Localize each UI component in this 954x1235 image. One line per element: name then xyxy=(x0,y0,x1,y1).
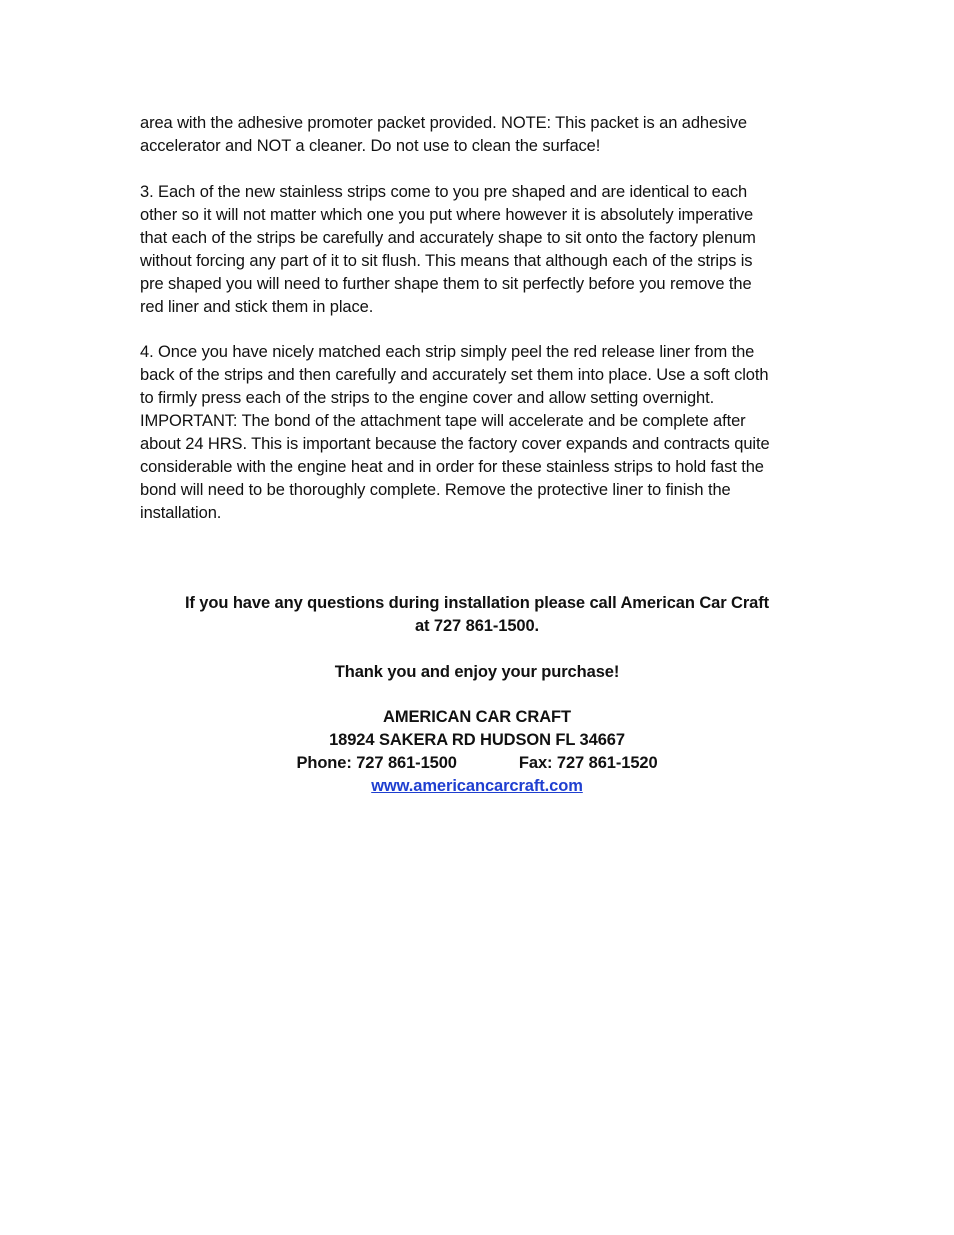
thank-you-text: Thank you and enjoy your purchase! xyxy=(334,663,620,681)
text-line: area with the adhesive promoter packet provided. NOTE: This packet is an adhesive xyxy=(140,114,748,132)
company-contact-block xyxy=(0,706,954,798)
questions-phone-line: at 727 861-1500. xyxy=(414,617,540,635)
text-line: 4. Once you have nicely matched each strip simply peel the red release liner from the xyxy=(140,343,755,361)
phone-fax-row xyxy=(0,752,954,775)
company-name: AMERICAN CAR CRAFT xyxy=(383,708,571,726)
text-line: bond will need to be thoroughly complete. Remove the protective liner to finish the xyxy=(140,481,731,499)
paragraph-step-4 xyxy=(140,341,812,525)
text-line: to firmly press each of the strips to the engine cover and allow setting overnight. xyxy=(140,389,715,407)
text-line: other so it will not matter which one you put where however it is absolutely imperative xyxy=(140,206,754,224)
questions-notice xyxy=(0,592,954,638)
spacer xyxy=(457,752,519,775)
phone-number: Phone: 727 861-1500 xyxy=(296,754,457,772)
website-link[interactable]: www.americancarcraft.com xyxy=(371,777,583,795)
text-line: considerable with the engine heat and in order for these stainless strips to hold fast the xyxy=(140,458,764,476)
text-line: that each of the strips be carefully and accurately shape to sit onto the factory plenum xyxy=(140,229,756,247)
fax-number: Fax: 727 861-1520 xyxy=(518,754,658,772)
paragraph-adhesive-note xyxy=(140,112,812,158)
questions-line: If you have any questions during installation please call American Car Craft xyxy=(184,594,770,612)
text-line: about 24 HRS. This is important because the factory cover expands and contracts quite xyxy=(140,435,770,453)
text-line: accelerator and NOT a cleaner. Do not use to clean the surface! xyxy=(140,137,601,155)
text-line: installation. xyxy=(140,504,222,522)
text-line: IMPORTANT: The bond of the attachment tape will accelerate and be complete after xyxy=(140,412,746,430)
thank-you-message xyxy=(0,661,954,684)
text-line: back of the strips and then carefully and accurately set them into place. Use a soft cloth xyxy=(140,366,769,384)
text-line: 3. Each of the new stainless strips come to you pre shaped and are identical to each xyxy=(140,183,748,201)
text-line: red liner and stick them in place. xyxy=(140,298,374,316)
company-address: 18924 SAKERA RD HUDSON FL 34667 xyxy=(329,731,625,749)
text-line: without forcing any part of it to sit flush. This means that although each of the strips is xyxy=(140,252,753,270)
paragraph-step-3 xyxy=(140,181,812,319)
website-line xyxy=(0,775,954,798)
text-line: pre shaped you will need to further shape them to sit perfectly before you remove the xyxy=(140,275,752,293)
